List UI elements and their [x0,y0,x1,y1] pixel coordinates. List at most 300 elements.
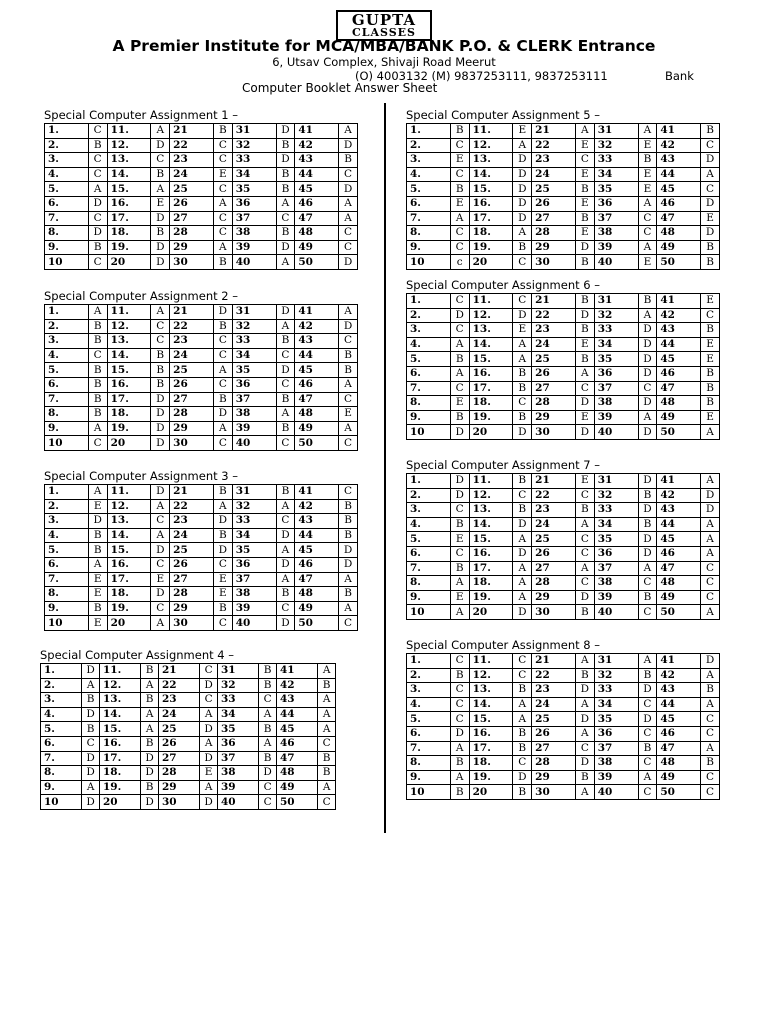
answer-letter: C [339,392,358,407]
answer-letter: B [213,392,232,407]
table-row [41,693,336,708]
answer-letter: C [450,294,469,309]
answer-letter: A [575,124,594,139]
question-number: 18. [469,396,513,411]
answer-letter: D [638,396,657,411]
question-number: 27 [170,572,214,587]
answer-letter: C [200,664,218,679]
answer-letter: C [701,182,720,197]
answer-letter: D [82,751,100,766]
answer-letter: D [82,664,100,679]
table-row [407,366,720,381]
answer-letter: D [82,707,100,722]
answer-letter: E [638,255,657,270]
answer-letter: A [513,561,532,576]
question-number: 30 [532,425,576,440]
question-number: 28 [532,756,576,771]
question-number: 39 [594,590,638,605]
question-number: 14. [469,697,513,712]
question-number: 42 [657,488,701,503]
question-number: 34 [232,167,276,182]
assignment-caption: Special Computer Assignment 6 – [406,278,601,292]
question-number: 20 [107,616,151,631]
table-row [407,756,720,771]
question-number: 1. [407,294,451,309]
question-number: 28 [170,407,214,422]
question-number: 4. [407,697,451,712]
question-number: 34 [232,528,276,543]
question-number: 16. [469,546,513,561]
answer-letter: E [575,226,594,241]
answer-letter: A [339,572,358,587]
answer-sheet-title: Computer Booklet Answer Sheet [242,81,438,95]
answer-letter: B [513,741,532,756]
question-number: 37 [594,381,638,396]
question-number: 18. [469,226,513,241]
answer-letter: D [151,407,170,422]
question-number: 18. [107,226,151,241]
answer-letter: D [638,532,657,547]
answer-letter: B [213,255,232,270]
answer-letter: A [575,561,594,576]
answer-letter: E [701,211,720,226]
answer-letter: B [450,410,469,425]
question-number: 3. [45,334,89,349]
answer-letter: C [151,557,170,572]
question-number: 40 [594,605,638,620]
question-number: 17. [469,561,513,576]
answer-letter: D [339,255,358,270]
question-number: 47 [295,572,339,587]
answer-letter: C [638,785,657,800]
answer-letter: C [213,616,232,631]
answer-letter: A [513,226,532,241]
question-number: 13. [107,153,151,168]
question-number: 40 [232,436,276,451]
answer-letter: B [88,319,107,334]
table-row [407,211,720,226]
answer-letter: D [638,425,657,440]
question-number: 10 [407,785,451,800]
question-number: 46 [657,546,701,561]
table-row [407,294,720,309]
question-number: 48 [276,766,317,781]
answer-letter: D [151,255,170,270]
question-number: 14. [107,167,151,182]
answer-letter: B [318,678,336,693]
answer-letter: C [318,736,336,751]
question-number: 39 [232,240,276,255]
answer-letter: C [638,381,657,396]
question-number: 32 [594,308,638,323]
answer-letter: D [276,363,295,378]
question-number: 8. [407,396,451,411]
question-number: 12. [469,138,513,153]
answer-letter: A [151,182,170,197]
question-number: 46 [657,196,701,211]
answer-letter: C [701,712,720,727]
question-number: 7. [407,741,451,756]
answer-letter: C [339,436,358,451]
answer-letter: A [450,770,469,785]
question-number: 32 [232,138,276,153]
question-number: 23 [170,153,214,168]
answer-letter: C [276,601,295,616]
answer-letter: A [575,654,594,669]
answer-letter: E [450,590,469,605]
answer-letter: C [213,436,232,451]
table-row [45,528,358,543]
question-number: 35 [217,722,258,737]
question-number: 17. [99,751,140,766]
question-number: 37 [594,211,638,226]
question-number: 6. [407,196,451,211]
answer-letter: D [701,153,720,168]
question-number: 12. [469,488,513,503]
answer-letter: D [276,616,295,631]
question-number: 28 [170,226,214,241]
question-number: 31 [232,124,276,139]
answer-letter: B [513,785,532,800]
answer-letter: A [701,532,720,547]
answer-letter: B [151,363,170,378]
table-row [45,255,358,270]
answer-letter: D [701,503,720,518]
answer-letter: A [638,770,657,785]
question-number: 8. [407,576,451,591]
answer-letter: B [259,751,277,766]
answer-letter: A [82,780,100,795]
answer-letter: A [213,196,232,211]
question-number: 13. [469,323,513,338]
question-number: 15. [99,722,140,737]
answer-letter: C [151,334,170,349]
answer-letter: B [513,366,532,381]
answer-letter: C [450,683,469,698]
table-row [41,678,336,693]
question-number: 36 [232,557,276,572]
answer-letter: C [513,255,532,270]
answer-letter: A [575,697,594,712]
answer-letter: E [213,572,232,587]
answer-letter: B [450,785,469,800]
answer-letter: B [701,366,720,381]
question-number: 33 [232,334,276,349]
answer-letter: B [276,587,295,602]
question-number: 27 [170,392,214,407]
question-number: 48 [295,587,339,602]
question-number: 7. [45,211,89,226]
question-number: 28 [532,396,576,411]
question-number: 46 [657,726,701,741]
question-number: 23 [532,153,576,168]
answer-letter: D [151,421,170,436]
answer-letter: B [638,590,657,605]
answer-letter: B [339,348,358,363]
question-number: 38 [594,396,638,411]
answer-letter: E [575,410,594,425]
question-number: 26 [532,546,576,561]
answer-letter: A [82,678,100,693]
question-number: 14. [107,528,151,543]
question-number: 21 [170,485,214,500]
question-number: 25 [170,363,214,378]
answer-letter: C [638,726,657,741]
answer-letter: C [701,138,720,153]
answer-letter: A [513,138,532,153]
answer-letter: E [213,167,232,182]
question-number: 32 [594,138,638,153]
question-number: 41 [657,474,701,489]
question-number: 16. [99,736,140,751]
table-row [45,124,358,139]
table-row [45,211,358,226]
answer-letter: E [88,499,107,514]
answer-letter: A [213,363,232,378]
question-number: 2. [45,138,89,153]
question-number: 10 [407,425,451,440]
question-number: 41 [295,485,339,500]
answer-letter: D [141,795,159,810]
question-number: 22 [170,319,214,334]
answer-letter: D [513,153,532,168]
answer-letter: B [276,421,295,436]
answer-letter: B [318,766,336,781]
question-number: 46 [657,366,701,381]
table-row [407,124,720,139]
answer-letter: D [213,514,232,529]
answer-letter: C [638,756,657,771]
table-row [41,707,336,722]
question-number: 5. [407,532,451,547]
answer-letter: A [701,546,720,561]
question-number: 21 [170,305,214,320]
question-number: 4. [45,528,89,543]
question-number: 5. [407,712,451,727]
question-number: 9. [407,770,451,785]
answer-letter: E [88,587,107,602]
answer-letter: A [513,712,532,727]
question-number: 42 [295,499,339,514]
table-row [45,436,358,451]
table-row [407,323,720,338]
question-number: 28 [532,226,576,241]
answer-letter: A [213,499,232,514]
answer-letter: A [638,308,657,323]
answer-letter: B [513,410,532,425]
table-row [45,557,358,572]
table-row [45,407,358,422]
answer-letter: A [276,319,295,334]
question-number: 13. [99,693,140,708]
question-number: 47 [657,381,701,396]
question-number: 30 [158,795,199,810]
answer-letter: B [276,138,295,153]
answer-letter: B [513,240,532,255]
question-number: 37 [232,211,276,226]
answer-letter: A [701,474,720,489]
question-number: 18. [469,576,513,591]
answer-letter: D [513,425,532,440]
question-number: 41 [657,654,701,669]
answer-letter: D [88,226,107,241]
answer-letter: A [701,605,720,620]
question-number: 27 [532,741,576,756]
assignment-4-block [40,648,336,810]
answer-letter: C [276,436,295,451]
question-number: 49 [295,240,339,255]
answer-letter: A [88,485,107,500]
question-number: 5. [407,182,451,197]
question-number: 17. [469,381,513,396]
answer-letter: C [701,308,720,323]
question-number: 3. [45,153,89,168]
table-row [407,785,720,800]
question-number: 22 [170,138,214,153]
table-row [45,572,358,587]
answer-letter: D [638,712,657,727]
question-number: 11. [107,485,151,500]
answer-letter: C [276,377,295,392]
answer-letter: B [82,722,100,737]
answer-letter: D [701,654,720,669]
question-number: 26 [170,557,214,572]
answer-letter: D [88,196,107,211]
question-number: 2. [407,308,451,323]
question-number: 24 [170,167,214,182]
question-number: 3. [407,683,451,698]
answer-letter: D [339,138,358,153]
question-number: 36 [217,736,258,751]
answer-letter: E [575,167,594,182]
table-row [407,240,720,255]
answer-letter: B [701,683,720,698]
question-number: 25 [170,543,214,558]
answer-letter: D [151,436,170,451]
question-number: 9. [407,590,451,605]
question-number: 10 [45,616,89,631]
answer-letter: B [88,392,107,407]
question-number: 44 [657,167,701,182]
answer-letter: C [213,182,232,197]
question-number: 23 [532,323,576,338]
answer-letter: B [701,255,720,270]
answer-letter: B [213,124,232,139]
question-number: 50 [295,616,339,631]
answer-letter: C [88,124,107,139]
question-number: 36 [594,546,638,561]
answer-table [44,123,358,270]
answer-letter: B [276,334,295,349]
question-number: 1. [45,124,89,139]
question-number: 38 [217,766,258,781]
table-row [45,514,358,529]
question-number: 37 [594,561,638,576]
answer-letter: C [213,377,232,392]
question-number: 21 [532,294,576,309]
question-number: 49 [276,780,317,795]
answer-letter: D [213,305,232,320]
table-row [45,138,358,153]
answer-letter: D [575,683,594,698]
question-number: 4. [45,348,89,363]
answer-letter: A [339,211,358,226]
answer-letter: B [88,377,107,392]
answer-letter: C [276,348,295,363]
question-number: 15. [469,712,513,727]
table-row [407,381,720,396]
question-number: 35 [594,712,638,727]
question-number: 48 [295,407,339,422]
answer-letter: D [339,557,358,572]
answer-letter: C [339,616,358,631]
answer-letter: A [200,780,218,795]
answer-table [44,304,358,451]
answer-letter: B [141,664,159,679]
question-number: 48 [295,226,339,241]
question-number: 1. [407,654,451,669]
answer-letter: B [575,668,594,683]
question-number: 36 [594,196,638,211]
question-number: 33 [232,514,276,529]
answer-letter: C [701,726,720,741]
table-row [45,196,358,211]
question-number: 46 [295,196,339,211]
question-number: 31 [232,305,276,320]
question-number: 1. [407,124,451,139]
question-number: 36 [594,726,638,741]
answer-letter: C [513,294,532,309]
assignment-caption: Special Computer Assignment 1 – [44,108,239,122]
question-number: 8. [41,766,82,781]
answer-letter: D [638,366,657,381]
question-number: 29 [158,780,199,795]
question-number: 50 [657,425,701,440]
table-row [407,153,720,168]
question-number: 12. [107,319,151,334]
question-number: 19. [469,590,513,605]
question-number: 32 [232,319,276,334]
question-number: 4. [407,517,451,532]
question-number: 2. [41,678,82,693]
question-number: 26 [170,196,214,211]
question-number: 35 [594,532,638,547]
question-number: 31 [594,294,638,309]
answer-letter: A [259,736,277,751]
answer-letter: B [575,255,594,270]
answer-letter: C [701,561,720,576]
question-number: 22 [532,488,576,503]
answer-letter: C [259,795,277,810]
answer-letter: D [200,722,218,737]
answer-letter: B [151,377,170,392]
question-number: 45 [657,712,701,727]
question-number: 7. [407,381,451,396]
answer-letter: B [575,352,594,367]
question-number: 35 [232,363,276,378]
question-number: 36 [594,366,638,381]
answer-letter: A [575,726,594,741]
table-row [45,616,358,631]
answer-letter: C [88,211,107,226]
question-number: 17. [107,211,151,226]
table-row [407,605,720,620]
question-number: 49 [657,770,701,785]
question-number: 11. [107,124,151,139]
assignment-1-block [44,108,358,270]
question-number: 16. [469,196,513,211]
answer-letter: C [450,167,469,182]
